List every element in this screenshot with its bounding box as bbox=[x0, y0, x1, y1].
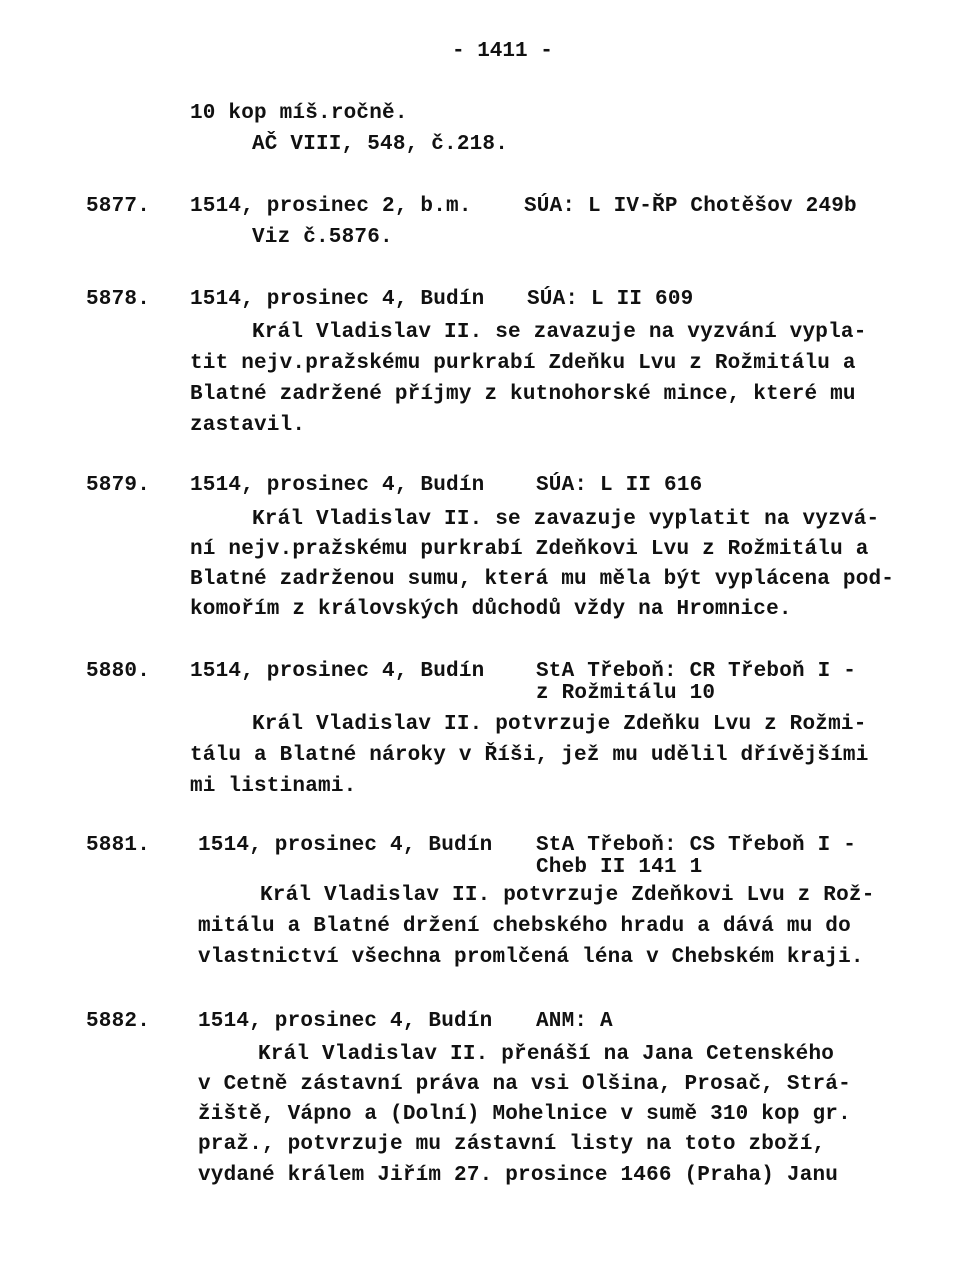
entry-source-continuation: z Rožmitálu 10 bbox=[536, 682, 716, 705]
entry-source: SÚA: L II 616 bbox=[536, 474, 703, 497]
entry-date: 1514, prosinec 4, Budín bbox=[190, 474, 485, 497]
entry-text-line: Blatné zadrženou sumu, která mu měla být vyplácena pod- bbox=[190, 568, 895, 591]
entry-text-line: tit nejv.pražskému purkrabí Zdeňku Lvu z Rožmitálu a bbox=[190, 352, 856, 375]
entry-text-line: vlastnictví všechna promlčená léna v Chebském kraji. bbox=[198, 946, 864, 969]
entry-source: StA Třeboň: CR Třeboň I - bbox=[536, 660, 857, 683]
entry-text-line: mitálu a Blatné držení chebského hradu a dává mu do bbox=[198, 915, 851, 938]
entry-source: StA Třeboň: CS Třeboň I - bbox=[536, 834, 857, 857]
entry-text-line: mi listinami. bbox=[190, 775, 357, 798]
entry-source: SÚA: L II 609 bbox=[527, 288, 694, 311]
entry-text-line: zastavil. bbox=[190, 414, 306, 437]
entry-text-line: praž., potvrzuje mu zástavní listy na toto zboží, bbox=[198, 1133, 826, 1156]
entry-text-line: Viz č.5876. bbox=[252, 226, 393, 249]
entry-number: 5879. bbox=[86, 474, 151, 497]
entry-text-line: v Cetně zástavní práva na vsi Olšina, Prosač, Strá- bbox=[198, 1073, 851, 1096]
entry-source: ANM: A bbox=[536, 1010, 613, 1033]
entry-date: 1514, prosinec 4, Budín bbox=[198, 834, 493, 857]
intro-line: 10 kop míš.ročně. bbox=[190, 102, 408, 125]
entry-date: 1514, prosinec 4, Budín bbox=[190, 660, 485, 683]
entry-date: 1514, prosinec 2, b.m. bbox=[190, 195, 472, 218]
entry-number: 5880. bbox=[86, 660, 151, 683]
entry-date: 1514, prosinec 4, Budín bbox=[190, 288, 485, 311]
entry-text-line: žiště, Vápno a (Dolní) Mohelnice v sumě 310 kop gr. bbox=[198, 1103, 851, 1126]
entry-date: 1514, prosinec 4, Budín bbox=[198, 1010, 493, 1033]
intro-reference: AČ VIII, 548, č.218. bbox=[252, 133, 509, 156]
page-number: - 1411 - bbox=[452, 40, 553, 63]
entry-number: 5878. bbox=[86, 288, 151, 311]
entry-text-line: Král Vladislav II. se zavazuje vyplatit na vyzvá- bbox=[252, 508, 880, 531]
entry-text-line: Blatné zadržené příjmy z kutnohorské mince, které mu bbox=[190, 383, 856, 406]
entry-text-line: komořím z královských důchodů vždy na Hromnice. bbox=[190, 598, 792, 621]
entry-text-line: tálu a Blatné nároky v Říši, jež mu udělil dřívějšími bbox=[190, 744, 869, 767]
entry-number: 5877. bbox=[86, 195, 151, 218]
entry-text-line: Král Vladislav II. přenáší na Jana Cetenského bbox=[258, 1043, 835, 1066]
entry-number: 5882. bbox=[86, 1010, 151, 1033]
entry-text-line: Král Vladislav II. potvrzuje Zdeňku Lvu z Rožmi- bbox=[252, 713, 867, 736]
entry-number: 5881. bbox=[86, 834, 151, 857]
entry-text-line: vydané králem Jiřím 27. prosince 1466 (Praha) Janu bbox=[198, 1164, 839, 1187]
entry-text-line: ní nejv.pražskému purkrabí Zdeňkovi Lvu z Rožmitálu a bbox=[190, 538, 869, 561]
entry-source: SÚA: L IV-ŘP Chotěšov 249b bbox=[524, 195, 857, 218]
entry-source-continuation: Cheb II 141 1 bbox=[536, 856, 703, 879]
entry-text-line: Král Vladislav II. se zavazuje na vyzvání vypla- bbox=[252, 321, 867, 344]
entry-text-line: Král Vladislav II. potvrzuje Zdeňkovi Lvu z Rož- bbox=[260, 884, 875, 907]
